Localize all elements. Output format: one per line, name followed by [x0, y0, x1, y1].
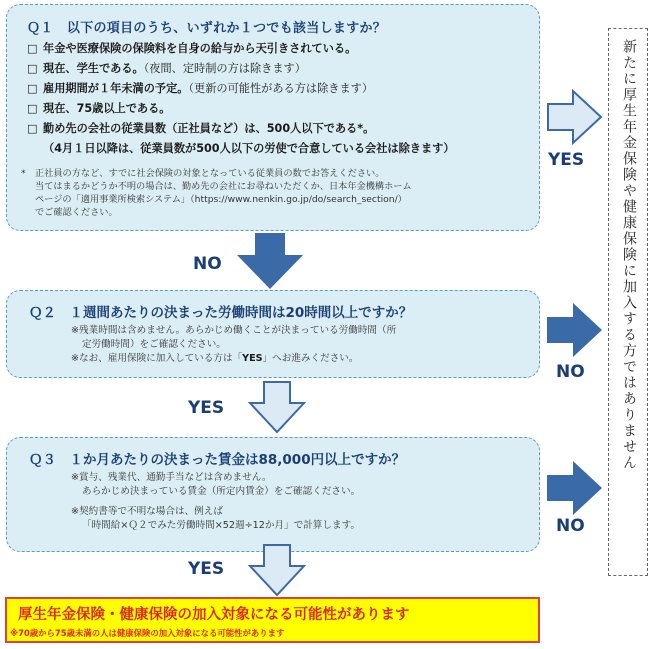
question-1-footnote: * 正社員の方など、すでに社会保険の対象となっている従業員の数でお答えください。 当てはまるかどうか不明の場合は、勤め先の会社にお尋ねいただくか、日本年金機構ホーム ページの「適用事業所検索システム」（https://www.nenkin.go.jp/do/search_section/） でご確認ください。 [21, 168, 412, 218]
yes-label: YES [548, 150, 585, 170]
list-item: □ 現在、75歳以上である。 [27, 99, 455, 119]
not-eligible-box [608, 28, 648, 576]
checkbox-icon: □ [27, 122, 38, 135]
list-item: □ 現在、学生である。（夜間、定時制の方は除きます） [27, 59, 455, 79]
question-2-notes: ※残業時間は含めません。あらかじめ働くことが決まっている労働時間（所 定労働時間）をご確認ください。 ※なお、雇用保険に加入している方は「YES」へお進みください。 [71, 325, 397, 364]
footnote-mark: * [21, 168, 26, 179]
question-3-box [6, 437, 540, 552]
question-3-notes: ※賞与、残業代、通勤手当などは含めません。 あらかじめ決まっている賃金（所定内賃金）をご確認ください。 ※契約書等で不明な場合は、例えば 「時間給×Ｑ２でみた労働時間×52週÷12か月」で計算します。 [71, 472, 361, 531]
arrow-down-icon [237, 233, 303, 289]
result-title: 厚生年金保険・健康保険の加入対象になる可能性があります [18, 607, 410, 623]
yes-label: YES [188, 559, 225, 579]
question-1-box [6, 4, 540, 231]
checkbox-icon: □ [27, 102, 38, 115]
list-item: □ 雇用期間が１年未満の予定。（更新の可能性がある方は除きます） [27, 79, 455, 99]
arrow-down-icon [249, 381, 305, 433]
arrow-down-icon [249, 544, 305, 596]
arrow-right-icon [547, 461, 602, 515]
checkbox-icon: □ [27, 82, 38, 95]
yes-label: YES [188, 398, 225, 418]
no-label: NO [556, 362, 585, 382]
arrow-right-icon [547, 303, 602, 357]
result-note: ※70歳から75歳未満の人は健康保険の加入対象になる可能性があります [10, 628, 285, 638]
question-1-title: Ｑ１ 以下の項目のうち、いずれか１つでも該当しますか？ [27, 21, 387, 36]
question-2-box [6, 290, 540, 378]
list-item-sub: （4月１日以降は、従業員数が500人以下の労使で合意している会社は除きます） [43, 142, 455, 155]
list-item: □ 勤め先の会社の従業員数（正社員など）は、500人以下である*。 [27, 119, 455, 139]
question-2-title: Ｑ２ １週間あたりの決まった労働時間は20時間以上ですか？ [29, 305, 413, 321]
list-item: □ 年金や医療保険の保険料を自身の給与から天引きされている。 [27, 39, 455, 59]
question-3-title: Ｑ３ １か月あたりの決まった賃金は88,000円以上ですか？ [29, 452, 406, 468]
no-label: NO [193, 254, 222, 274]
no-label: NO [556, 516, 585, 536]
checkbox-icon: □ [27, 42, 38, 55]
not-eligible-text: 新たに厚生年金保険や健康保険に加入する方ではありません [621, 39, 637, 471]
result-box [5, 597, 540, 643]
question-1-list [27, 39, 455, 159]
arrow-right-icon [547, 90, 602, 144]
checkbox-icon: □ [27, 62, 38, 75]
